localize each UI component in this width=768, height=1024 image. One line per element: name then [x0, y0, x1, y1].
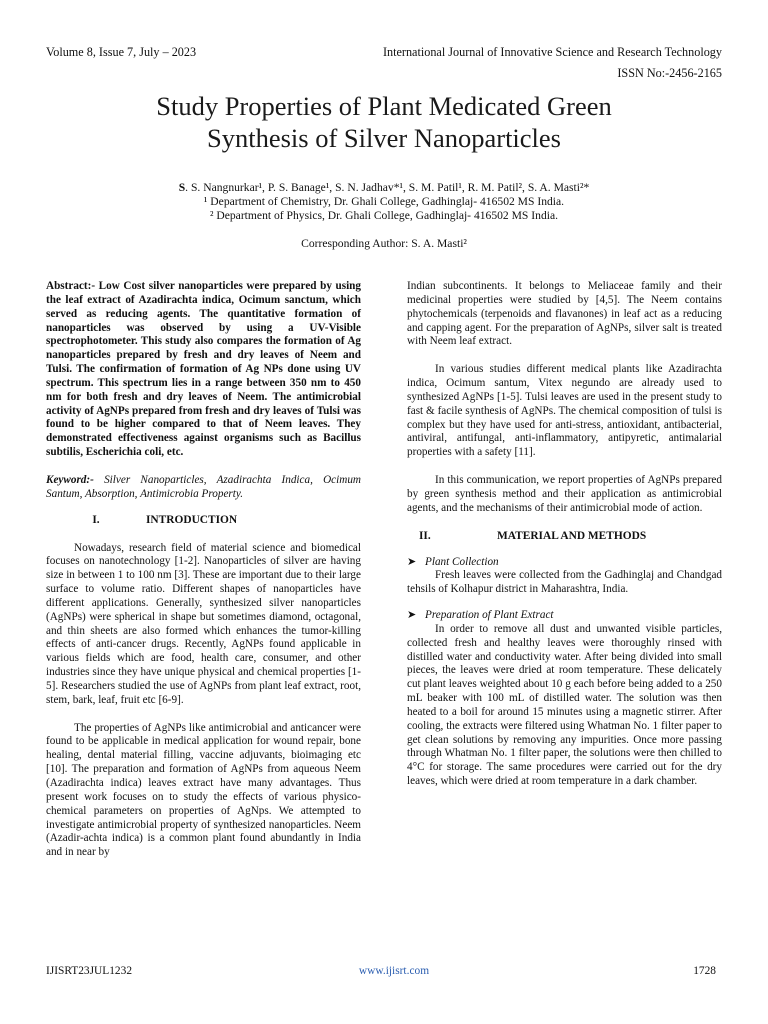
- arrow-bullet-icon: ➤: [407, 555, 417, 568]
- right-paragraph-2: In various studies different medical plants like Azadirachta indica, Ocimum santum, Vitex negundo are already used to synthesized AgNPs [1-5]. Tulsi leaves are used in the present study to fast & facile synthesis of AgNPs. The chemical composition of tulsi is complex but they have used for anti-stress, antioxidant, antibacterial, antiviral, antifungal, anti-inflammatory, antipyretic, antimalarial properties with a safety [11].: [407, 363, 722, 459]
- subsection-title: Preparation of Plant Extract: [425, 609, 554, 622]
- section-methods-heading: [407, 530, 722, 544]
- volume-info: Volume 8, Issue 7, July – 2023: [46, 45, 197, 59]
- intro-paragraph-1: Nowadays, research field of material science and biomedical focuses on nanotechnology [1-2]. Nanoparticles of silver are having size in between 1 to 100 nm [3]. These are important due to their large surface to volume ratio. Different shapes of nanoparticles have different applications. Generally, synthesized silver nanoparticles (AgNPs) were spherical in shape but sometimes diamond, octagonal, and thin sheets are also formed which enhances the tumor-killing effects of anti-cancer drugs. Recently, AgNPs found applicable in various fields which are food, health care, consumer, and other industries since they have unique physical and chemical properties [1-5]. Researchers studied the use of AgNPs from plant leaf extract, root, stem, bark, leaf, fruit etc [6-9].: [46, 541, 361, 706]
- section-title: INTRODUCTION: [146, 513, 238, 526]
- plant-extract-text: In order to remove all dust and unwanted visible particles, collected fresh and healthy leaves were thoroughly rinsed with distilled water and conductivity water. After being divided into small pieces, the leaves were dried at room temperature. These delicately cut plant leaves weighted about 10 g each before being added to a 250 mL beaker with 100 mL of distilled water. The solution was then heated to a boil for around 15 minutes using a magnetic stirrer. After cooling, the extracts were filtered using Whatman No. 1 filter paper to get clean solutions by removing any impurities. Once more passing through Whatman No. 1 filter paper, the solutions were then chilled to 4°C for storage. The same procedures were carried out for the dry leaves, which were dried at room temperature in a dark chamber.: [407, 622, 722, 788]
- section-introduction-heading: [46, 514, 361, 528]
- section-number: I.: [92, 513, 100, 526]
- subsection-plant-collection: [407, 556, 722, 570]
- paper-id: IJISRT23JUL1232: [46, 965, 133, 977]
- left-column: [46, 280, 361, 860]
- journal-website-link[interactable]: www.ijisrt.com: [358, 965, 430, 977]
- right-column: [407, 280, 722, 789]
- author-initial: S: [178, 181, 186, 194]
- section-title: MATERIAL AND METHODS: [497, 529, 647, 542]
- author-list: [0, 181, 768, 194]
- page-number: 1728: [693, 965, 716, 977]
- subsection-title: Plant Collection: [425, 555, 499, 568]
- issn: ISSN No:-2456-2165: [617, 66, 722, 80]
- title-line-1: Study Properties of Plant Medicated Green: [156, 91, 612, 121]
- subsection-plant-extract: [407, 609, 722, 623]
- intro-paragraph-2: The properties of AgNPs like antimicrobial and anticancer were found to be applicable in medical application for wound repair, bone healing, dental material filling, vaccine adjuvants, bioimaging etc [10]. The preparation and formation of AgNPs from aqueous Neem (Azadirachta indica) leaves extract have many advantages. Thus present work focuses on to study the effects of various physico-chemical parameters on properties of AgNps. We attempted to investigate antimicrobial property of synthesized nanoparticles. Neem (Azadir-achta indica) is a common plant found abundantly in India and in near by: [46, 721, 361, 859]
- keywords-label: Keyword:-: [46, 473, 94, 486]
- abstract: Abstract:- Low Cost silver nanoparticles were prepared by using the leaf extract of Azadirachta indica, Ocimum sanctum, which served as reducing agents. The quantitative formation of nanoparticles was observed by using a UV-Visible spectrophotometer. This study also compares the formation of Ag nanoparticles prepared by fresh and dry leaves of Neem and Tulsi. The confirmation of formation of Ag NPs done using UV spectrum. This spectrum lies in a range between 350 nm to 450 nm for both fresh and dry leaves of Neem. The antimicrobial activity of AgNPs prepared from fresh and dry leaves of Tulsi was found to be higher compared to that of Neem leaves. They demonstrated effectiveness against organisms such as Bacillus subtilis, Escherichia coli, etc.: [46, 280, 361, 459]
- keywords: [46, 474, 361, 502]
- affiliation-1: ¹ Department of Chemistry, Dr. Ghali College, Gadhinglaj- 416502 MS India.: [203, 195, 565, 208]
- keywords-text: Silver Nanoparticles, Azadirachta Indica, Ocimum Santum, Absorption, Antimicrobia Property.: [46, 473, 361, 500]
- right-paragraph-1: Indian subcontinents. It belongs to Meliaceae family and their medicinal properties were studied by [4,5]. The Neem contains phytochemicals (terpenoids and flavanones) in leaf act as a reducing and capping agent. For the preparation of AgNPs, silver salt is treated with Neem leaf extract.: [407, 280, 722, 348]
- right-paragraph-3: In this communication, we report properties of AgNPs prepared by green synthesis method and their application as antimicrobial agents, and the mechanisms of their antimicrobial mode of action.: [407, 474, 722, 514]
- plant-collection-text: Fresh leaves were collected from the Gadhinglaj and Chandgad tehsils of Kolhapur district in Maharashtra, India.: [407, 569, 722, 596]
- author-names: . S. Nangnurkar¹, P. S. Banage¹, S. N. Jadhav*¹, S. M. Patil¹, R. M. Patil², S. A. Masti²*: [185, 181, 590, 194]
- journal-name: International Journal of Innovative Science and Research Technology: [382, 45, 722, 59]
- affiliation-2: ² Department of Physics, Dr. Ghali College, Gadhinglaj- 416502 MS India.: [209, 209, 559, 222]
- title-line-2: Synthesis of Silver Nanoparticles: [206, 123, 561, 153]
- arrow-bullet-icon: ➤: [407, 609, 417, 622]
- section-number: II.: [419, 529, 431, 542]
- corresponding-author: Corresponding Author: S. A. Masti²: [301, 237, 467, 250]
- paper-title: [0, 90, 768, 154]
